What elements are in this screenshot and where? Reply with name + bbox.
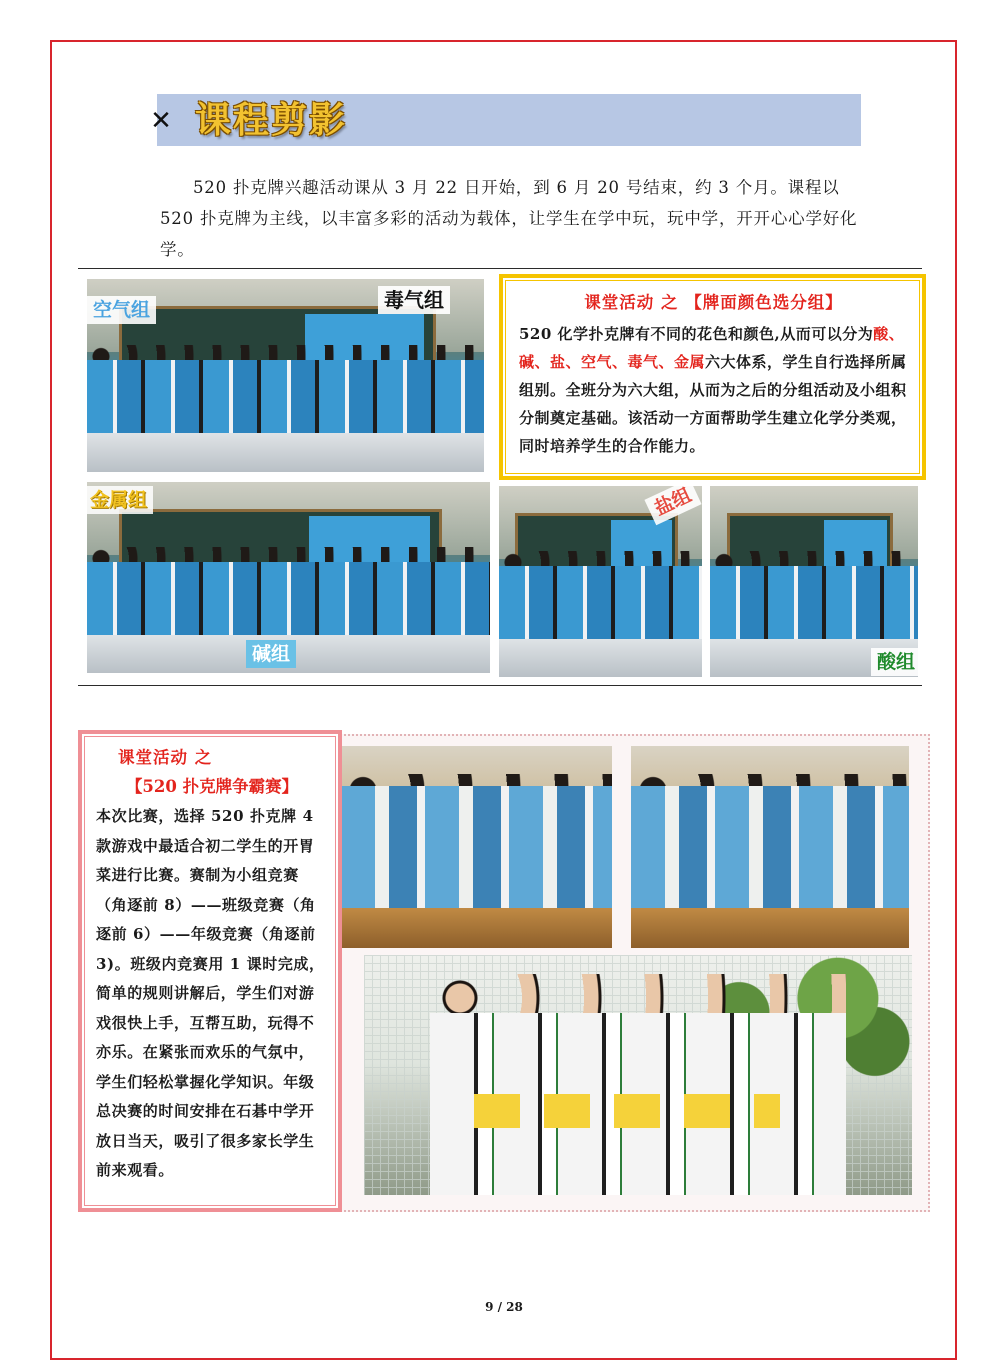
photo-finalists-group [364,955,912,1195]
label-base-group: 碱组 [246,640,296,668]
label-acid-group: 酸组 [871,648,921,676]
butterfly-icon: ✕ [150,106,172,136]
label-metal-group: 金属组 [84,486,153,514]
activity-competition-title-1: 课堂活动 之 [118,748,213,767]
label-salt-group: 盐组 [644,479,701,526]
page-number: 9 / 28 [485,1300,523,1314]
label-poison-group: 毒气组 [378,286,450,314]
photo-classroom-game-2 [631,746,909,948]
activity-competition-title-2: 【520 扑克牌争霸赛】 [125,777,299,796]
six-systems-highlight: 酸、碱、盐、空气、毒气、金属 [519,325,905,371]
activity-box-grouping [499,274,926,480]
activity-grouping-title: 课堂活动 之 【牌面颜色选分组】 [584,293,843,312]
activity-competition-body: 本次比赛，选择 520 扑克牌 4 款游戏中最适合初二学生的开胃菜进行比赛。赛制为小组竞赛（角逐前 8）——班级竞赛（角逐前 6）——年级竞赛（角逐前 3)。班级内竞赛用 1 课时完成，简单的规则讲解后，学生们对游戏很快上手，互帮互助，玩得不亦乐。在紧张而欢乐的气氛中，学生们轻松掌握化学知识。年级总决赛的时间安排在石碁中学开放日当天，吸引了很多家长学生前来观看。 [96,807,325,1179]
activity-box-competition [78,730,342,1212]
activity-grouping-body: 520 化学扑克牌有不同的花色和颜色,从而可以分为酸、碱、盐、空气、毒气、金属六大体系，学生自行选择所属组别。全班分为六大组，从而为之后的分组活动及小组积分制奠定基础。该活动一方面帮助学生建立化学分类观，同时培养学生的合作能力。 [519,325,907,455]
page-title: 课程剪影 [195,99,348,141]
intro-paragraph: 520 扑克牌兴趣活动课从 3 月 22 日开始，到 6 月 20 号结束，约 3 个月。课程以 520 扑克牌为主线，以丰富多彩的活动为载体，让学生在学中玩，玩中学，开开心心学好化学。 [160,178,858,259]
photo-classroom-game-1 [341,746,612,948]
label-air-group: 空气组 [87,296,156,324]
